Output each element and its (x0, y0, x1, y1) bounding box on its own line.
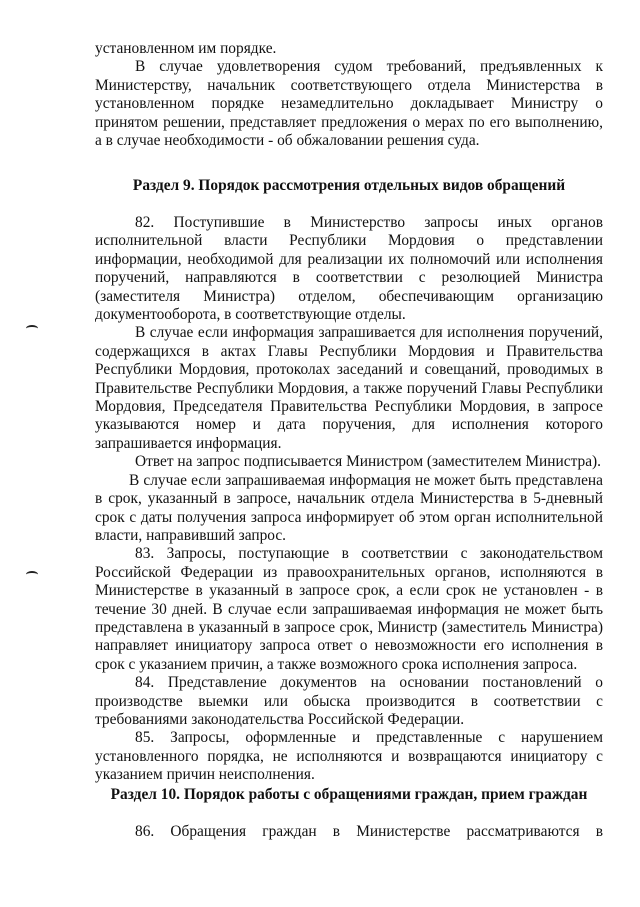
paragraph-82-signature: Ответ на запрос подписывается Министром (заместителем Министра). (135, 453, 601, 471)
paragraph-86: 86. Обращения граждан в Министерстве рассматриваются в (135, 823, 603, 840)
paragraph-83: 83. Запросы, поступающие в соответствии с законодательством Российской Федерации из правоохранительных органов, исполняются в Министерстве в указанный в запросе срок, а если срок не установлен - в течение 30 дней. В случае если запрашиваемая информация не может быть представлена в указанный в запросе срок, Министр (заместитель Министра) направляет инициатору запроса ответ о невозможности его исполнения в срок с указанием причин, а также возможного срока исполнения запроса. (95, 545, 603, 673)
section-9-body (95, 214, 603, 785)
section-10-heading: Раздел 10. Порядок работы с обращениями граждан, прием граждан (110, 786, 588, 803)
punch-hole-mark-top (26, 325, 38, 332)
section-10-body (95, 823, 603, 841)
section-9-heading: Раздел 9. Порядок рассмотрения отдельных видов обращений (132, 177, 566, 194)
paragraph-82-instructions: В случае если информация запрашивается для исполнения поручений, содержащихся в актах Главы Республики Мордовия и Правительства Республики Мордовия, протоколах заседаний и совещаний, проводимых в Правительстве Республики Мордовия, а также поручений Главы Республики Мордовия, Председателя Правительства Республики Мордовия, в запросе указываются номер и дата поручения, для исполнения которого запрашивается информация. (95, 324, 603, 452)
punch-hole-mark-bottom (26, 571, 38, 578)
paragraph-84: 84. Представление документов на основании постановлений о производстве выемки или обыска производится в соответствии с требованиями законодательства Российской Федерации. (95, 674, 603, 728)
paragraph-court-decision: В случае удовлетворения судом требований, предъявленных к Министерству, начальник соответствующего отдела Министерства в установленном порядке незамедлительно докладывает Министру о принятом решении, представляет предложения о мерах по его выполнению, а в случае необходимости - об обжаловании решения суда. (95, 58, 603, 150)
intro-line: установленном им порядке. (95, 40, 277, 57)
paragraph-82-deadline: В случае если запрашиваемая информация не может быть представлена в срок, указанный в запросе, начальник отдела Министерства в 5-дневный срок с даты получения запроса информирует об этом орган исполнительной власти, направивший запрос. (95, 471, 603, 544)
paragraph-82: 82. Поступившие в Министерство запросы иных органов исполнительной власти Республики Мордовия о представлении информации, необходимой для реализации их полномочий или исполнения поручений, направляются в соответствии с резолюцией Министра (заместителя Министра) отделом, обеспечивающим организацию документооборота, в соответствующие отделы. (95, 214, 603, 324)
intro-block (95, 40, 603, 150)
paragraph-85: 85. Запросы, оформленные и представленные с нарушением установленного порядка, не исполняются и возвращаются инициатору с указанием причин неисполнения. (95, 729, 603, 784)
